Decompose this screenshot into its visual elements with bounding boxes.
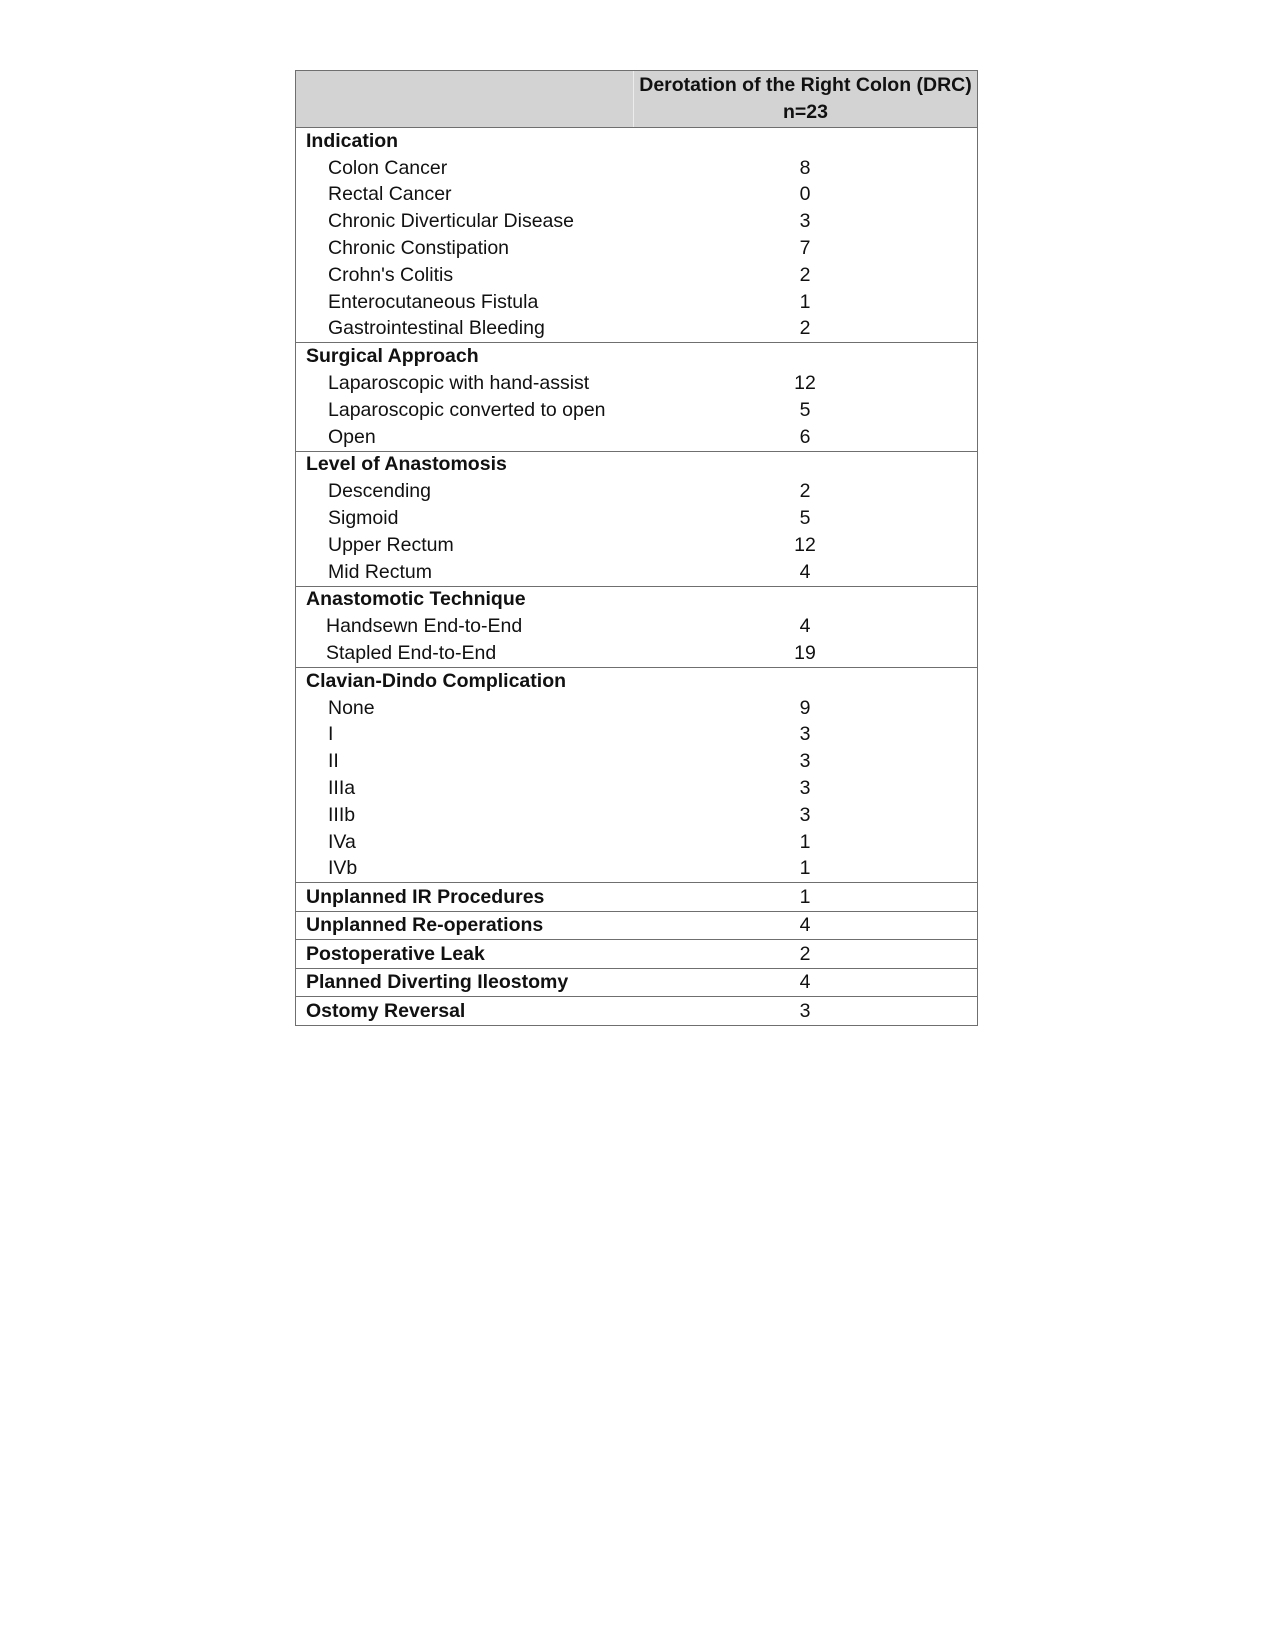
table-row (296, 262, 977, 289)
row-label: IVa (328, 830, 356, 853)
section-heading-row (296, 587, 977, 614)
row-value: 2 (799, 263, 811, 286)
summary-row (296, 883, 977, 911)
section-heading-row (296, 343, 977, 370)
table-row (296, 505, 977, 532)
column-sample-size: n=23 (783, 101, 828, 123)
summary-row (296, 940, 977, 968)
table-row (296, 316, 977, 343)
row-value: 12 (794, 533, 816, 556)
table-row (296, 722, 977, 749)
table-row (296, 775, 977, 802)
row-label: Postoperative Leak (306, 942, 485, 965)
table-row (296, 289, 977, 316)
row-value: 3 (799, 999, 811, 1022)
section-heading-row (296, 668, 977, 695)
table-row (296, 397, 977, 424)
row-value: 4 (799, 971, 811, 994)
table-row (296, 829, 977, 856)
row-value: 4 (799, 615, 811, 638)
table-row (296, 856, 977, 883)
row-value: 6 (799, 425, 811, 448)
row-label: Handsewn End-to-End (326, 615, 523, 638)
table-section (296, 587, 977, 668)
row-label: Unplanned Re-operations (306, 914, 544, 937)
summary-row (296, 912, 977, 940)
row-value: 1 (799, 857, 811, 880)
row-value: 1 (799, 885, 811, 908)
row-value: 7 (799, 237, 811, 260)
header-blank-cell (296, 71, 633, 127)
row-label: Laparoscopic converted to open (328, 398, 606, 421)
row-value: 4 (799, 560, 811, 583)
row-label: IVb (328, 857, 358, 880)
row-label: Clavian-Dindo Complication (306, 669, 567, 692)
table-row (296, 370, 977, 397)
table-row (296, 802, 977, 829)
row-label: Indication (306, 129, 399, 152)
table-row (296, 208, 977, 235)
table-section (296, 997, 977, 1025)
table-row (296, 424, 977, 451)
table-row (296, 478, 977, 505)
row-value: 4 (799, 914, 811, 937)
table-row (296, 748, 977, 775)
table-section (296, 343, 977, 451)
row-label: Unplanned IR Procedures (306, 885, 545, 908)
row-value: 1 (799, 830, 811, 853)
table-body (296, 128, 977, 1025)
table-row (296, 182, 977, 209)
row-value: 3 (799, 777, 811, 800)
row-label: Anastomotic Technique (306, 588, 526, 611)
row-label: Rectal Cancer (328, 183, 452, 206)
row-value: 3 (799, 210, 811, 233)
row-label: Enterocutaneous Fistula (328, 290, 539, 313)
row-label: II (328, 750, 339, 773)
row-label: Chronic Diverticular Disease (328, 210, 574, 233)
row-value: 2 (799, 480, 811, 503)
row-label: Planned Diverting Ileostomy (306, 971, 569, 994)
row-value: 8 (799, 156, 811, 179)
row-label: IIIb (328, 803, 356, 826)
header-drc-cell (633, 71, 977, 127)
row-label: Chronic Constipation (328, 237, 510, 260)
row-label: Crohn's Colitis (328, 263, 454, 286)
row-value: 19 (794, 642, 816, 665)
table-section (296, 940, 977, 969)
row-value: 3 (799, 750, 811, 773)
row-label: Upper Rectum (328, 533, 454, 556)
column-title: Derotation of the Right Colon (DRC) (639, 74, 972, 96)
table-row (296, 613, 977, 640)
table-section (296, 883, 977, 912)
table-row (296, 235, 977, 262)
row-label: None (328, 696, 375, 719)
summary-row (296, 969, 977, 997)
table-row (296, 640, 977, 667)
section-heading-row (296, 452, 977, 479)
table-section (296, 912, 977, 941)
row-label: Stapled End-to-End (326, 642, 497, 665)
row-value: 9 (799, 696, 811, 719)
row-value: 0 (799, 183, 811, 206)
row-value: 3 (799, 723, 811, 746)
row-value: 2 (799, 942, 811, 965)
row-label: Surgical Approach (306, 345, 479, 368)
table-row (296, 532, 977, 559)
row-label: Colon Cancer (328, 156, 448, 179)
row-label: I (328, 723, 334, 746)
row-label: Ostomy Reversal (306, 999, 466, 1022)
table-section (296, 668, 977, 883)
section-heading-row (296, 128, 977, 155)
table-header-row (296, 71, 977, 128)
row-label: IIIa (328, 777, 356, 800)
row-label: Open (328, 425, 376, 448)
table-section (296, 969, 977, 998)
table-section (296, 128, 977, 343)
row-label: Sigmoid (328, 507, 399, 530)
outcomes-table (295, 70, 978, 1026)
row-value: 12 (794, 372, 816, 395)
row-value: 5 (799, 507, 811, 530)
table-row (296, 155, 977, 182)
row-label: Laparoscopic with hand-assist (328, 372, 590, 395)
row-label: Gastrointestinal Bleeding (328, 317, 545, 340)
row-label: Level of Anastomosis (306, 453, 507, 476)
table-section (296, 452, 977, 587)
row-value: 2 (799, 317, 811, 340)
summary-row (296, 997, 977, 1025)
row-label: Descending (328, 480, 431, 503)
row-value: 5 (799, 398, 811, 421)
table-row (296, 559, 977, 586)
row-label: Mid Rectum (328, 560, 433, 583)
row-value: 1 (799, 290, 811, 313)
row-value: 3 (799, 803, 811, 826)
table-row (296, 695, 977, 722)
